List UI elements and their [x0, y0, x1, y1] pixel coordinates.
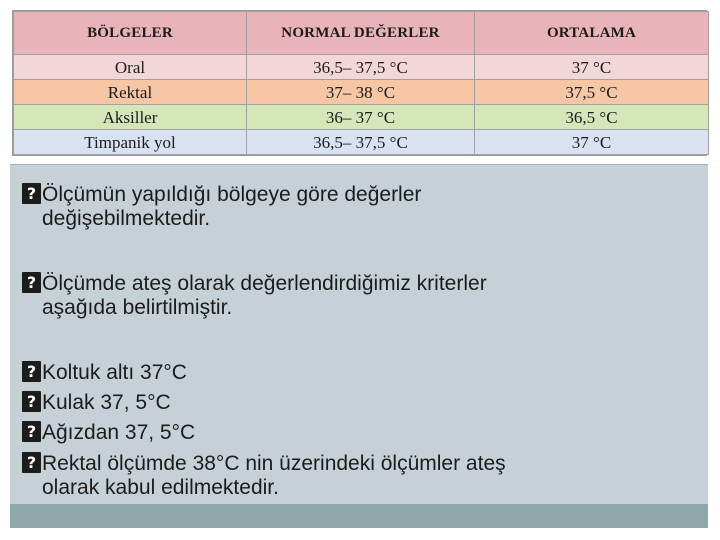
- bullet-text-continuation: olarak kabul edilmektedir.: [42, 476, 279, 499]
- bullet-text: Ağızdan 37, 5°C: [42, 421, 196, 444]
- header-normal-values: NORMAL DEĞERLER: [247, 12, 475, 55]
- missing-glyph-bullet-icon: [22, 272, 41, 293]
- bullet-item: [22, 272, 692, 320]
- table-row: [14, 130, 709, 155]
- region-cell: Timpanik yol: [14, 130, 247, 155]
- bullet-item: [22, 361, 692, 385]
- missing-glyph-bullet-icon: [22, 391, 41, 412]
- table-row: [14, 105, 709, 130]
- bullet-item: [22, 391, 692, 415]
- header-average: ORTALAMA: [475, 12, 709, 55]
- region-cell: Aksiller: [14, 105, 247, 130]
- average-cell: 37 °C: [475, 55, 709, 80]
- bullet-text: Ölçümde ateş olarak değerlendirdiğimiz kriterler: [42, 272, 487, 295]
- bullet-text-continuation: değişebilmektedir.: [42, 207, 211, 230]
- footer-bar: [10, 504, 708, 528]
- missing-glyph-bullet-icon: [22, 452, 41, 473]
- temperature-table: [12, 10, 707, 156]
- average-cell: 37,5 °C: [475, 80, 709, 105]
- table-row: [14, 55, 709, 80]
- region-cell: Rektal: [14, 80, 247, 105]
- normal-range-cell: 36,5– 37,5 °C: [247, 55, 475, 80]
- missing-glyph-bullet-icon: [22, 421, 41, 442]
- bullet-text: Rektal ölçümde 38°C nin üzerindeki ölçümler ateş: [42, 452, 506, 475]
- average-cell: 36,5 °C: [475, 105, 709, 130]
- bullet-text: Kulak 37, 5°C: [42, 391, 171, 414]
- missing-glyph-bullet-icon: [22, 183, 41, 204]
- temperature-values-table: [13, 11, 709, 155]
- missing-glyph-bullet-icon: [22, 361, 41, 382]
- bullet-item: [22, 421, 692, 445]
- normal-range-cell: 36,5– 37,5 °C: [247, 130, 475, 155]
- region-cell: Oral: [14, 55, 247, 80]
- normal-range-cell: 36– 37 °C: [247, 105, 475, 130]
- bullet-text: Ölçümün yapıldığı bölgeye göre değerler: [42, 183, 422, 206]
- normal-range-cell: 37– 38 °C: [247, 80, 475, 105]
- table-header-row: [14, 12, 709, 55]
- average-cell: 37 °C: [475, 130, 709, 155]
- bullet-text-continuation: aşağıda belirtilmiştir.: [42, 296, 233, 319]
- bullet-item: [22, 183, 692, 231]
- bullet-item: [22, 452, 692, 500]
- table-row: [14, 80, 709, 105]
- bullet-text: Koltuk altı 37°C: [42, 361, 187, 384]
- header-region: BÖLGELER: [14, 12, 247, 55]
